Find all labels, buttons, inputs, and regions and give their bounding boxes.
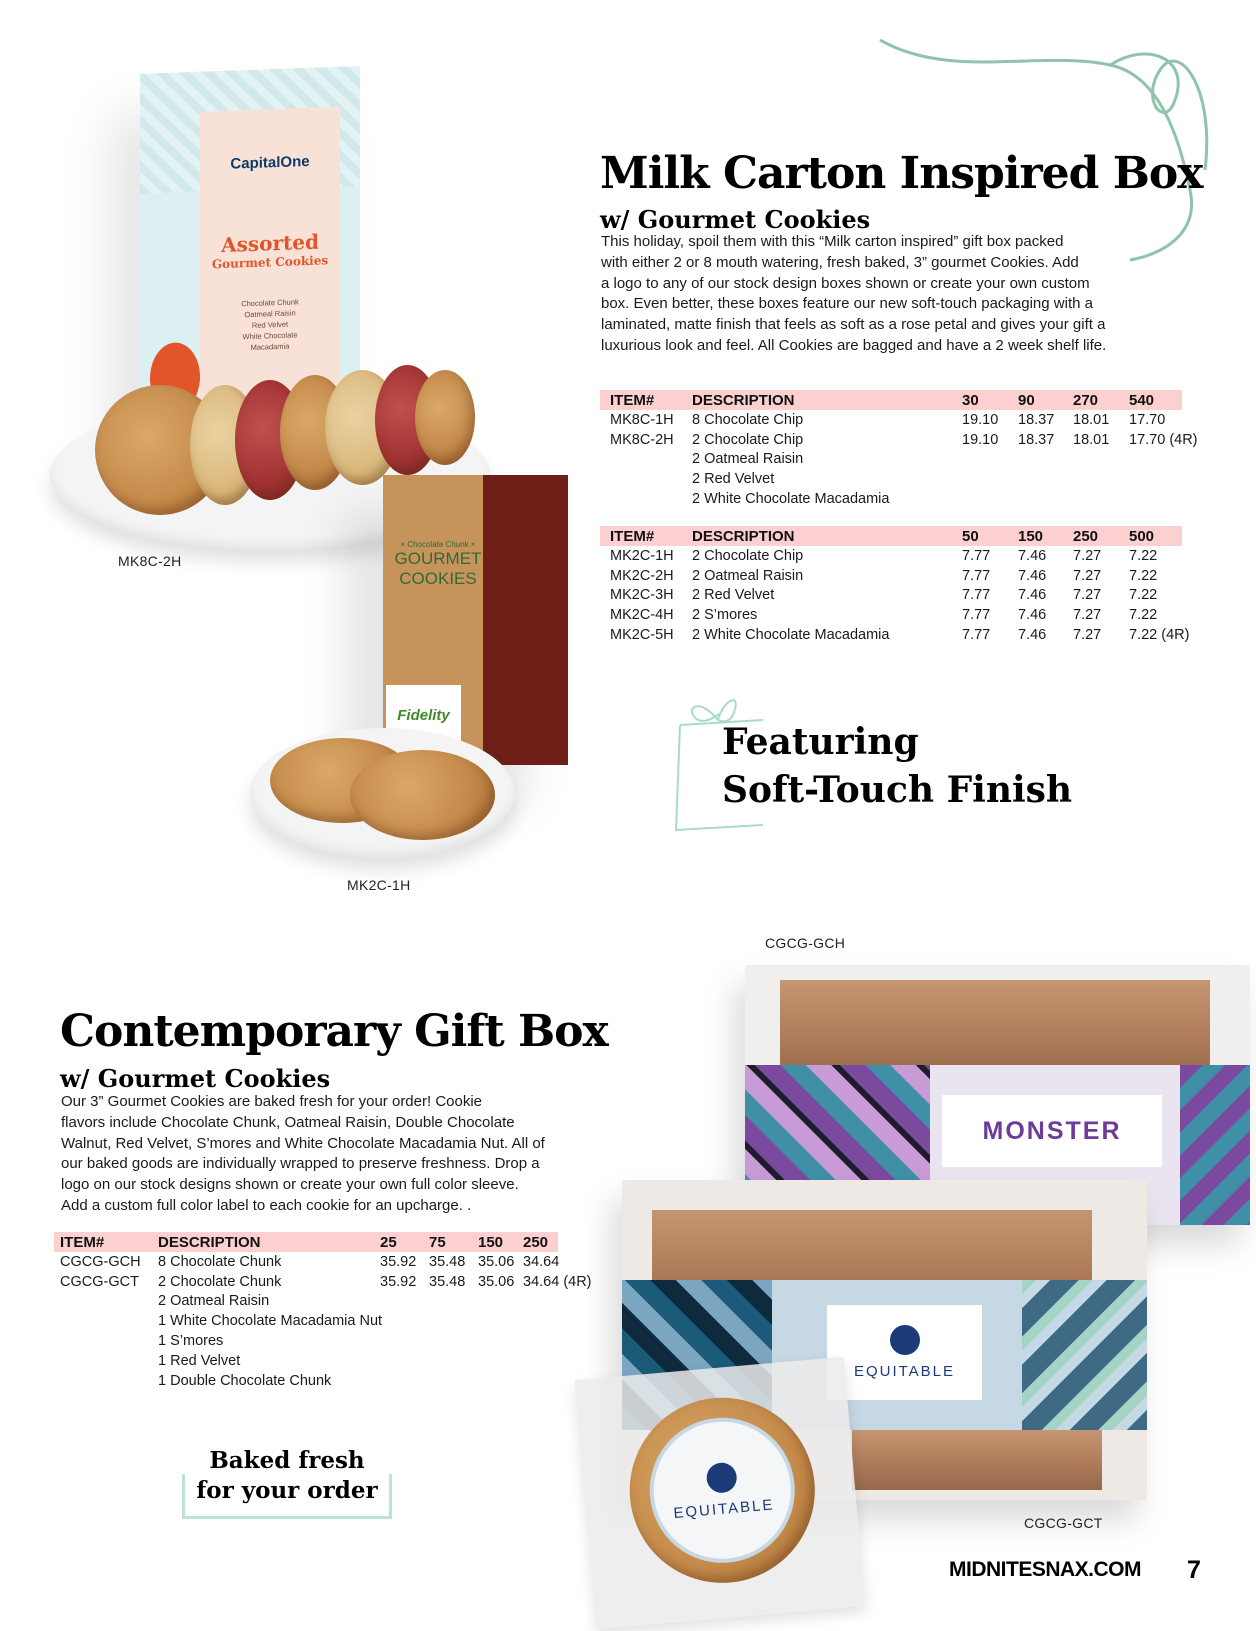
flavor-list: Chocolate Chunk Oatmeal Raisin Red Velvet White Chocolate Macadamia	[241, 297, 299, 352]
table-row: MK2C-5H 2 White Chocolate Macadamia 7.77 7.46 7.27 7.22 (4R)	[610, 627, 1190, 644]
table-row: 1 Red Velvet	[158, 1352, 241, 1369]
product-image-mk2c	[240, 470, 580, 870]
price-table-mk2c	[600, 526, 1220, 645]
table-row: 2 Red Velvet	[692, 471, 775, 488]
kraft-box	[383, 475, 568, 765]
table-row: 2 White Chocolate Macadamia	[692, 491, 890, 508]
table-header: ITEM# DESCRIPTION 50 150 250 500	[600, 526, 1182, 546]
caption-cgcg-gct: CGCG-GCT	[1024, 1515, 1103, 1531]
table-row: MK8C-1H 8 Chocolate Chip 19.10 18.37 18.01 17.70	[610, 411, 1166, 428]
price-table-mk8c	[600, 390, 1220, 509]
table-header: ITEM# DESCRIPTION 30 90 270 540	[600, 390, 1182, 410]
caption-mk8c: MK8C-2H	[118, 553, 182, 569]
table-row: MK2C-2H 2 Oatmeal Raisin 7.77 7.46 7.27 7.22	[610, 567, 1158, 584]
table-row: 1 S’mores	[158, 1333, 224, 1350]
caption-cgcg-gch: CGCG-GCH	[765, 935, 846, 951]
caption-mk2c: MK2C-1H	[347, 877, 411, 893]
cookie	[415, 370, 475, 465]
table-row: MK2C-4H 2 S’mores 7.77 7.46 7.27 7.22	[610, 607, 1158, 624]
table-row: MK2C-3H 2 Red Velvet 7.77 7.46 7.27 7.22	[610, 587, 1158, 604]
table-row: 1 Double Chocolate Chunk	[158, 1372, 332, 1389]
equitable-cookie-label: EQUITABLE	[644, 1412, 801, 1569]
kraft-box-pattern-band	[483, 475, 568, 765]
equitable-logo-icon	[890, 1325, 920, 1355]
sleeve-pattern	[1022, 1280, 1147, 1430]
table-row: MK8C-2H 2 Chocolate Chip 19.10 18.37 18.01 17.70 (4R)	[610, 431, 1198, 448]
contemporary-description: Our 3” Gourmet Cookies are baked fresh for your order! Cookie flavors include Chocolate Chunk, Oatmeal Raisin, Double Chocolate Walnut, Red Velvet, S’mores and White Chocolate Macadamia Nut. All of our baked goods are individually wrapped to preserve freshness. Drop a logo on our stock designs shown or create your own full color sleeve. Add a custom full color label to each cookie for an upcharge. .	[61, 1093, 545, 1214]
equitable-label: EQUITABLE	[827, 1305, 982, 1400]
milk-carton-description: This holiday, spoil them with this “Milk carton inspired” gift box packed with either 2 or 8 mouth watering, fresh baked, 3” gourmet Cookies. Add a logo to any of our stock design boxes shown or create your own custom box. Even better, these boxes feature our new soft-touch packaging with a laminated, matte finish that feels as soft as a rose petal and gives your gift a luxurious look and feel. All Cookies are bagged and have a 2 week shelf life.	[601, 233, 1107, 354]
equitable-logo-icon	[705, 1462, 738, 1495]
contemporary-title: Contemporary Gift Box	[60, 1006, 608, 1057]
milk-carton-title: Milk Carton Inspired Box	[600, 148, 1203, 199]
table-row: CGCG-GCH 8 Chocolate Chunk 35.92 35.48 35.06 34.64	[60, 1253, 560, 1270]
cookie	[350, 750, 495, 840]
price-table-cgcg	[54, 1232, 614, 1391]
contemporary-subtitle: w/ Gourmet Cookies	[60, 1064, 331, 1093]
cookie-window	[852, 1430, 1102, 1490]
product-image-single-cookie	[575, 1357, 866, 1630]
table-row: 1 White Chocolate Macadamia Nut	[158, 1313, 383, 1330]
table-header: ITEM# DESCRIPTION 25 75 150 250	[54, 1232, 558, 1252]
milk-carton-subtitle: w/ Gourmet Cookies	[600, 205, 871, 234]
carton-label: CapitalOne Assorted Gourmet Cookies Chocolate Chunk Oatmeal Raisin Red Velvet White Chocolate Macadamia	[200, 107, 340, 422]
soft-touch-callout: Featuring Soft-Touch Finish	[722, 721, 1073, 811]
page-number: 7	[1187, 1556, 1201, 1584]
fidelity-label: Fidelity	[386, 685, 461, 745]
sleeve-pattern	[1180, 1065, 1250, 1225]
table-row: CGCG-GCT 2 Chocolate Chunk 35.92 35.48 35.06 34.64 (4R)	[60, 1273, 592, 1290]
kraft-box-text: × Chocolate Chunk × GOURMET COOKIES	[394, 540, 482, 588]
table-row: 2 Oatmeal Raisin	[158, 1293, 270, 1310]
footer-website-link[interactable]: MIDNITESNAX.COM	[949, 1558, 1141, 1581]
baked-fresh-callout: Baked fresh for your order	[196, 1447, 378, 1504]
table-row: MK2C-1H 2 Chocolate Chip 7.77 7.46 7.27 7.22	[610, 547, 1158, 564]
monster-label: MONSTER	[942, 1095, 1162, 1167]
table-row: 2 Oatmeal Raisin	[692, 451, 804, 468]
